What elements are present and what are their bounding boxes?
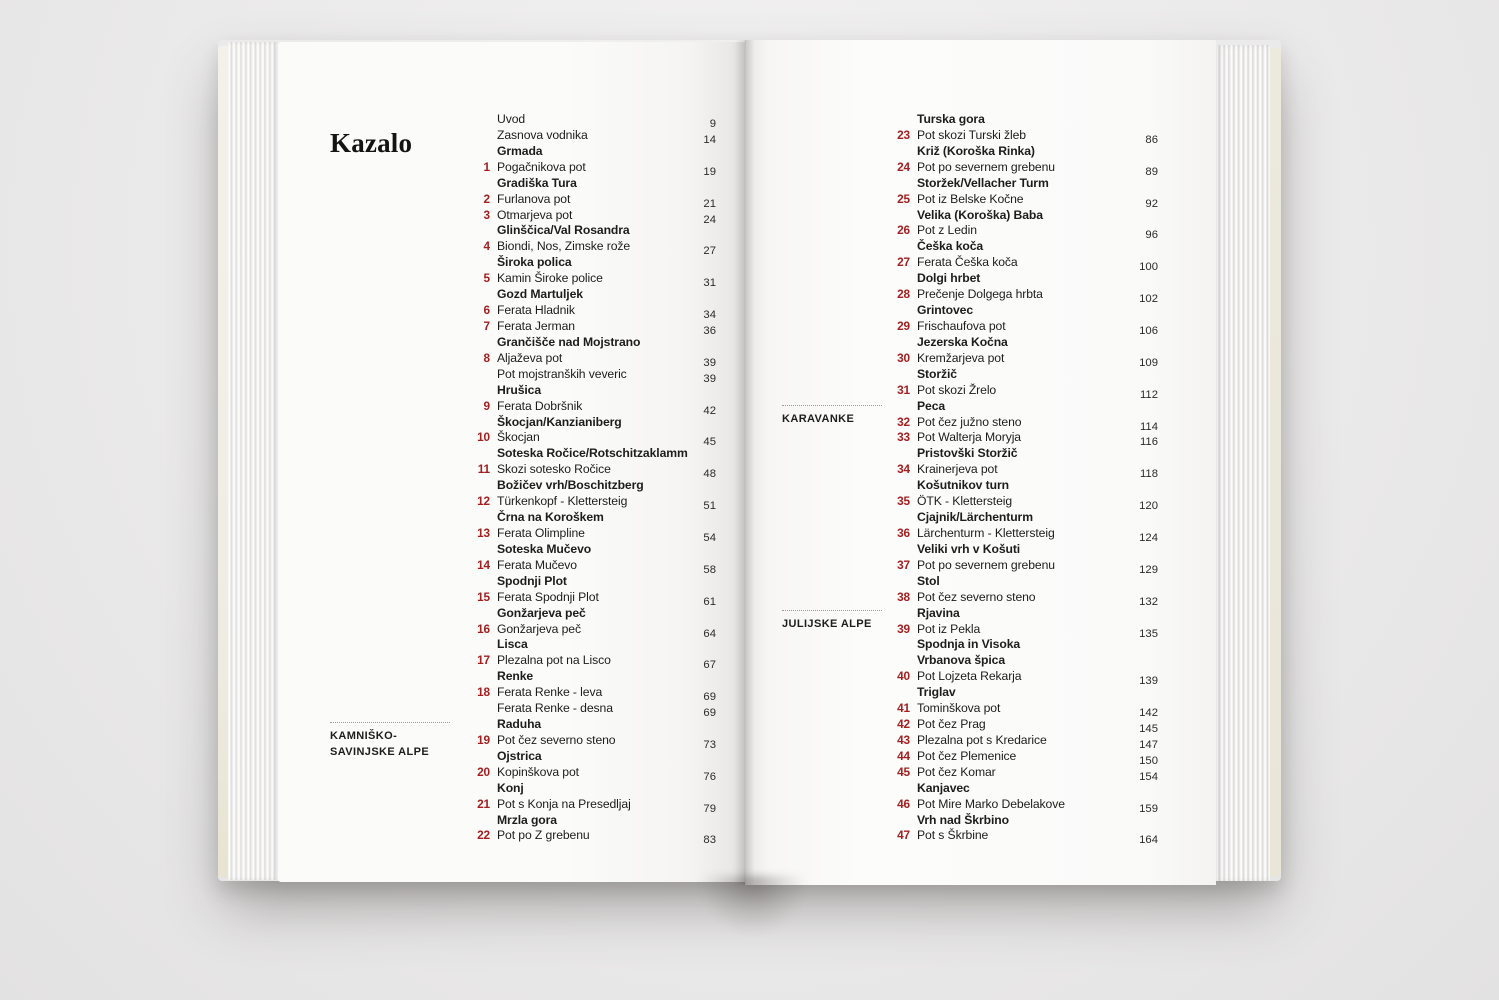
route-number: 40 [897, 669, 910, 684]
page-number: 109 [1139, 356, 1158, 369]
toc-entry-row [892, 351, 1158, 367]
route-number: 26 [897, 223, 910, 238]
page-number: 106 [1139, 324, 1158, 337]
route-title: Gonžarjeva peč [497, 621, 581, 636]
route-number: 20 [477, 764, 490, 779]
section-title: Soteska Ročice/Rotschitzaklamm [497, 446, 688, 461]
page-number: 45 [703, 436, 716, 449]
toc-entry-row [472, 351, 716, 367]
toc-entry-row [472, 653, 716, 672]
page-number: 61 [703, 595, 716, 608]
section-title: Križ (Koroška Rinka) [917, 143, 1035, 158]
section-title: Stol [917, 573, 940, 588]
section-title: Peca [917, 398, 946, 413]
toc-entry-row [892, 223, 1158, 242]
page-number: 79 [703, 802, 716, 815]
toc-section-header-row [892, 239, 1158, 255]
route-number: 28 [897, 287, 910, 302]
section-title: Ojstrica [497, 748, 542, 763]
page-number: 48 [703, 468, 716, 481]
toc-section-header-row [472, 637, 716, 653]
route-number: 11 [477, 462, 490, 477]
route-title: Ferata Renke - desna [497, 701, 613, 716]
route-number: 25 [897, 191, 910, 206]
page-number: 69 [703, 691, 716, 704]
section-label-text: KARAVANKE [782, 413, 855, 425]
route-title: Pot po severnem grebenu [917, 557, 1055, 572]
section-title: Kanjavec [917, 780, 970, 795]
toc-entry-row [892, 287, 1158, 306]
route-number: 41 [897, 701, 910, 716]
cover-edge-right [1270, 48, 1281, 876]
route-title: Lärchenturm - Klettersteig [917, 525, 1055, 540]
toc-entry-row [472, 494, 716, 513]
route-number: 12 [477, 494, 490, 509]
page-number: 67 [703, 659, 716, 672]
route-title: Pot z Ledin [917, 223, 977, 238]
toc-entry-row [472, 192, 716, 208]
page-number: 54 [703, 531, 716, 544]
route-title: Pot Lojzeta Rekarja [917, 669, 1022, 684]
page-number: 100 [1139, 261, 1158, 274]
toc-entry-row [892, 128, 1158, 144]
toc-entry-row [892, 717, 1158, 736]
page-number: 132 [1139, 595, 1158, 608]
route-title: Pot čez južno steno [917, 414, 1022, 429]
route-number: 33 [897, 430, 910, 445]
route-number: 34 [897, 462, 910, 477]
route-title: Ferata Olimpline [497, 525, 585, 540]
toc-entry-row [472, 701, 716, 720]
page-number: 14 [703, 133, 716, 146]
toc-section-header-row [472, 781, 716, 797]
toc-section-header-row [892, 510, 1158, 526]
page-number: 129 [1139, 563, 1158, 576]
route-title: Ferata Renke - leva [497, 685, 603, 700]
section-label-line2: SAVINJSKE ALPE [330, 746, 430, 758]
route-number: 18 [477, 685, 490, 700]
route-title: Tominškova pot [917, 701, 1001, 716]
route-number: 9 [483, 398, 490, 413]
toc-entry-row [892, 622, 1158, 638]
toc-entry-row [472, 733, 716, 749]
route-title: Plezalna pot na Lisco [497, 653, 611, 668]
toc-entry-row [472, 239, 716, 258]
section-title: Storžek/Vellacher Turm [917, 175, 1049, 190]
route-number: 6 [483, 303, 490, 318]
section-title: Gozd Martuljek [497, 287, 583, 302]
toc-entry-row [892, 255, 1158, 274]
toc-section-header-row [472, 717, 716, 733]
route-number: 21 [477, 796, 490, 811]
section-title: Renke [497, 669, 534, 684]
page-number: 120 [1139, 500, 1158, 513]
route-title: Pot skozi Turski žleb [917, 127, 1026, 142]
page-number: 51 [703, 500, 716, 513]
route-number: 29 [897, 318, 910, 333]
toc-section-header-row [472, 223, 716, 239]
toc-entry-row [892, 494, 1158, 513]
section-title: Glinščica/Val Rosandra [497, 223, 630, 238]
route-title: Pot Walterja Moryja [917, 430, 1021, 445]
toc-entry-row [892, 415, 1158, 431]
route-title: Pot s Škrbine [917, 828, 989, 843]
section-title: Božičev vrh/Boschitzberg [497, 478, 644, 493]
section-title: Storžič [917, 366, 957, 381]
route-title: Pot čez Plemenice [917, 748, 1017, 763]
toc-entry-row [472, 271, 716, 290]
section-title: Vrh nad Škrbino [917, 812, 1009, 827]
section-title: Gonžarjeva peč [497, 605, 586, 620]
toc-entry-row [472, 399, 716, 415]
toc-section-header-row [472, 335, 716, 351]
toc-entry-row [892, 160, 1158, 176]
toc-section-header-row [892, 335, 1158, 351]
page-number: 27 [703, 245, 716, 258]
toc-section-header-row [892, 271, 1158, 287]
book-gutter [735, 40, 755, 885]
toc-entry-row [472, 462, 716, 481]
toc-entry-row [472, 112, 716, 128]
toc-section-header-row [472, 749, 716, 765]
toc-entry-row [892, 701, 1158, 720]
route-number: 32 [897, 414, 910, 429]
toc-section-header-row [892, 542, 1158, 558]
route-number: 38 [897, 589, 910, 604]
section-title: Jezerska Kočna [917, 334, 1008, 349]
route-number: 43 [897, 732, 910, 747]
section-title: Spodnja in Visoka [917, 637, 1021, 652]
route-number: 24 [897, 159, 910, 174]
page-number: 92 [1145, 197, 1158, 210]
toc-entry-row [472, 128, 716, 144]
page-number: 9 [709, 118, 716, 130]
route-title: Kremžarjeva pot [917, 350, 1005, 365]
toc-entry-row [472, 590, 716, 606]
page-number: 102 [1139, 293, 1158, 306]
toc-entry-row [472, 685, 716, 704]
section-title: Soteska Mučevo [497, 541, 592, 556]
route-title: Prečenje Dolgega hrbta [917, 287, 1043, 302]
toc-section-header-row [892, 685, 1158, 701]
route-title: Skozi sotesko Ročice [497, 462, 611, 477]
route-number: 31 [897, 382, 910, 397]
route-title: Pot čez severno steno [917, 589, 1036, 604]
toc-list-left-page [472, 112, 716, 847]
page-number: 164 [1139, 834, 1158, 847]
route-title: Biondi, Nos, Zimske rože [497, 239, 631, 254]
toc-section-header-row [472, 542, 716, 558]
section-title: Grančišče nad Mojstrano [497, 334, 641, 349]
toc-section-header-row [472, 606, 716, 622]
page-number: 150 [1139, 754, 1158, 767]
section-title: Košutnikov turn [917, 478, 1009, 493]
route-number: 45 [897, 764, 910, 779]
page-number: 147 [1139, 738, 1158, 751]
route-title: Otmarjeva pot [497, 207, 573, 222]
section-title: Cjajnik/Lärchenturm [917, 510, 1033, 525]
toc-entry-row [472, 303, 716, 322]
route-title: Ferata Jerman [497, 318, 575, 333]
section-title: Mrzla gora [497, 812, 557, 827]
route-title: Plezalna pot s Kredarice [917, 732, 1047, 747]
route-title: Pot po Z grebenu [497, 828, 590, 843]
route-number: 37 [897, 557, 910, 572]
route-title: Zasnova vodnika [497, 127, 588, 142]
section-label-kamnisko-savinjske-alpe [330, 722, 450, 760]
route-title: Ferata Spodnji Plot [497, 589, 599, 604]
section-title: Rjavina [917, 605, 960, 620]
page-number: 76 [703, 770, 716, 783]
route-number: 36 [897, 525, 910, 540]
toc-section-header-row [892, 112, 1158, 128]
toc-entry-row [892, 669, 1158, 688]
page-number: 142 [1139, 707, 1158, 720]
route-title: Uvod [497, 112, 526, 126]
route-number: 3 [483, 207, 490, 222]
toc-section-header-row [472, 813, 716, 829]
route-title: Pot skozi Žrelo [917, 382, 997, 397]
section-title: Široka polica [497, 255, 572, 270]
route-title: Pot Mire Marko Debelakove [917, 796, 1065, 811]
toc-section-header-row [892, 446, 1158, 462]
page-number: 31 [703, 277, 716, 290]
toc-entry-row [472, 622, 716, 638]
section-label-julijske-alpe [782, 610, 882, 632]
toc-entry-row [892, 526, 1158, 542]
route-number: 42 [897, 717, 910, 732]
page-number: 118 [1139, 468, 1158, 481]
page-stack-edges-right [1216, 45, 1270, 881]
section-title: Grintovec [917, 303, 973, 318]
gutter-fold-shadow [698, 876, 808, 936]
toc-entry-row [892, 430, 1158, 449]
section-title: Raduha [497, 717, 542, 732]
route-title: Türkenkopf - Klettersteig [497, 494, 628, 509]
page-number: 154 [1139, 770, 1158, 783]
toc-entry-row [472, 367, 716, 383]
toc-entry-row [472, 558, 716, 574]
toc-section-header-row [892, 399, 1158, 415]
section-title: Vrbanova špica [917, 653, 1006, 668]
section-title: Črna na Koroškem [497, 510, 604, 525]
page-number: 42 [703, 404, 716, 417]
toc-entry-row [892, 192, 1158, 208]
toc-entry-row [472, 160, 716, 176]
toc-entry-row [892, 590, 1158, 606]
toc-section-header-row [472, 415, 716, 431]
toc-entry-row [892, 797, 1158, 813]
route-title: Pot čez severno steno [497, 732, 616, 747]
section-label-text: JULIJSKE ALPE [782, 618, 872, 630]
toc-entry-row [472, 430, 716, 449]
toc-section-header-row [472, 446, 716, 462]
route-title: Kopinškova pot [497, 764, 579, 779]
toc-entry-row [892, 558, 1158, 574]
toc-section-header-row [892, 637, 1158, 653]
route-title: Pot po severnem grebenu [917, 159, 1055, 174]
route-number: 27 [897, 255, 910, 270]
toc-section-header-row [892, 176, 1158, 192]
page-number: 139 [1139, 675, 1158, 688]
route-number: 2 [483, 191, 490, 206]
route-number: 5 [483, 271, 490, 286]
toc-entry-row [892, 733, 1158, 749]
section-label-line1: KAMNIŠKO- [330, 730, 398, 742]
route-title: Škocjan [497, 430, 540, 445]
route-title: Furlanova pot [497, 191, 571, 206]
page-number: 73 [703, 738, 716, 751]
toc-section-header-row [472, 383, 716, 399]
route-number: 4 [483, 239, 490, 254]
page-title: Kazalo [330, 128, 413, 159]
section-title: Konj [497, 780, 524, 795]
route-title: Kamin Široke police [497, 271, 603, 286]
route-title: Pot iz Belske Kočne [917, 191, 1024, 206]
route-title: Pot s Konja na Presedljaj [497, 796, 631, 811]
page-number: 64 [703, 627, 716, 640]
toc-entry-row [472, 765, 716, 781]
page-number: 135 [1139, 627, 1158, 640]
route-number: 15 [477, 589, 490, 604]
section-title: Hrušica [497, 382, 542, 397]
toc-section-header-row [472, 478, 716, 494]
route-title: ÖTK - Klettersteig [917, 494, 1013, 509]
section-label-karavanke [782, 405, 882, 427]
route-title: Pot čez Prag [917, 717, 986, 732]
route-number: 22 [477, 828, 490, 843]
page-number: 96 [1145, 229, 1158, 242]
page-number: 86 [1145, 133, 1158, 146]
route-number: 47 [897, 828, 910, 843]
toc-section-header-row [892, 574, 1158, 590]
route-title: Ferata Dobršnik [497, 398, 583, 413]
page-stack-edges-left [228, 42, 278, 880]
section-title: Dolgi hrbet [917, 271, 981, 286]
route-number: 1 [483, 159, 490, 174]
toc-entry-row [892, 828, 1158, 847]
route-number: 23 [897, 127, 910, 142]
toc-entry-row [892, 383, 1158, 399]
route-title: Krainerjeva pot [917, 462, 998, 477]
route-number: 16 [477, 621, 490, 636]
toc-entry-row [892, 765, 1158, 781]
toc-section-header-row [892, 478, 1158, 494]
toc-entry-row [892, 462, 1158, 481]
page-number: 24 [703, 213, 716, 226]
toc-entry-row [892, 319, 1158, 335]
page-number: 114 [1139, 420, 1158, 433]
route-title: Ferata Hladnik [497, 303, 575, 318]
page-number: 112 [1139, 388, 1158, 401]
route-number: 7 [483, 318, 490, 333]
section-title: Češka koča [917, 239, 984, 254]
route-number: 19 [477, 732, 490, 747]
route-number: 17 [477, 653, 490, 668]
page-number: 89 [1145, 165, 1158, 178]
toc-section-header-row [892, 367, 1158, 383]
section-title: Turska gora [917, 112, 985, 126]
toc-entry-row [472, 797, 716, 813]
section-title: Pristovški Storžič [917, 446, 1018, 461]
page-number: 39 [703, 356, 716, 369]
page-number: 124 [1139, 531, 1158, 544]
toc-section-header-row [472, 144, 716, 160]
route-number: 30 [897, 350, 910, 365]
page-number: 83 [703, 834, 716, 847]
toc-list-right-page [892, 112, 1158, 847]
section-title: Velika (Koroška) Baba [917, 207, 1043, 222]
section-title: Grmada [497, 143, 543, 158]
toc-section-header-row [472, 287, 716, 303]
toc-section-header-row [472, 669, 716, 685]
toc-entry-row [472, 828, 716, 847]
toc-section-header-row [472, 510, 716, 526]
route-title: Pot mojstranških veveric [497, 366, 627, 381]
page-number: 19 [703, 165, 716, 178]
route-title: Ferata Češka koča [917, 255, 1018, 270]
toc-section-header-row [892, 606, 1158, 622]
page-number: 34 [703, 309, 716, 322]
toc-section-header-row [472, 176, 716, 192]
page-number: 58 [703, 563, 716, 576]
section-title: Spodnji Plot [497, 573, 567, 588]
route-number: 44 [897, 748, 910, 763]
section-title: Veliki vrh v Košuti [917, 541, 1021, 556]
route-title: Ferata Mučevo [497, 557, 577, 572]
route-number: 13 [477, 525, 490, 540]
section-title: Triglav [917, 685, 956, 700]
toc-entry-row [892, 749, 1158, 765]
route-title: Pot iz Pekla [917, 621, 981, 636]
toc-section-header-row [892, 781, 1158, 797]
route-title: Pot čez Komar [917, 764, 996, 779]
page-number: 116 [1139, 436, 1158, 449]
route-title: Frischaufova pot [917, 318, 1006, 333]
route-number: 46 [897, 796, 910, 811]
toc-section-header-row [892, 813, 1158, 829]
page-number: 69 [703, 707, 716, 720]
toc-entry-row [472, 208, 716, 224]
toc-section-header-row [892, 303, 1158, 319]
route-number: 8 [483, 350, 490, 365]
route-number: 10 [477, 430, 490, 445]
toc-section-header-row [892, 208, 1158, 224]
section-title: Gradiška Tura [497, 175, 577, 190]
page-number: 145 [1139, 723, 1158, 736]
route-number: 39 [897, 621, 910, 636]
page-number: 39 [703, 372, 716, 385]
section-title: Škocjan/Kanzianiberg [497, 414, 622, 429]
toc-section-header-row [472, 574, 716, 590]
route-number: 14 [477, 557, 490, 572]
page-number: 36 [703, 324, 716, 337]
toc-section-header-row [892, 653, 1158, 669]
toc-section-header-row [472, 255, 716, 271]
route-title: Aljaževa pot [497, 350, 563, 365]
route-title: Pogačnikova pot [497, 159, 586, 174]
route-number: 35 [897, 494, 910, 509]
toc-entry-row [472, 526, 716, 542]
toc-entry-row [472, 319, 716, 335]
toc-section-header-row [892, 144, 1158, 160]
section-title: Lisca [497, 637, 528, 652]
page-number: 21 [703, 197, 716, 210]
page-number: 159 [1139, 802, 1158, 815]
